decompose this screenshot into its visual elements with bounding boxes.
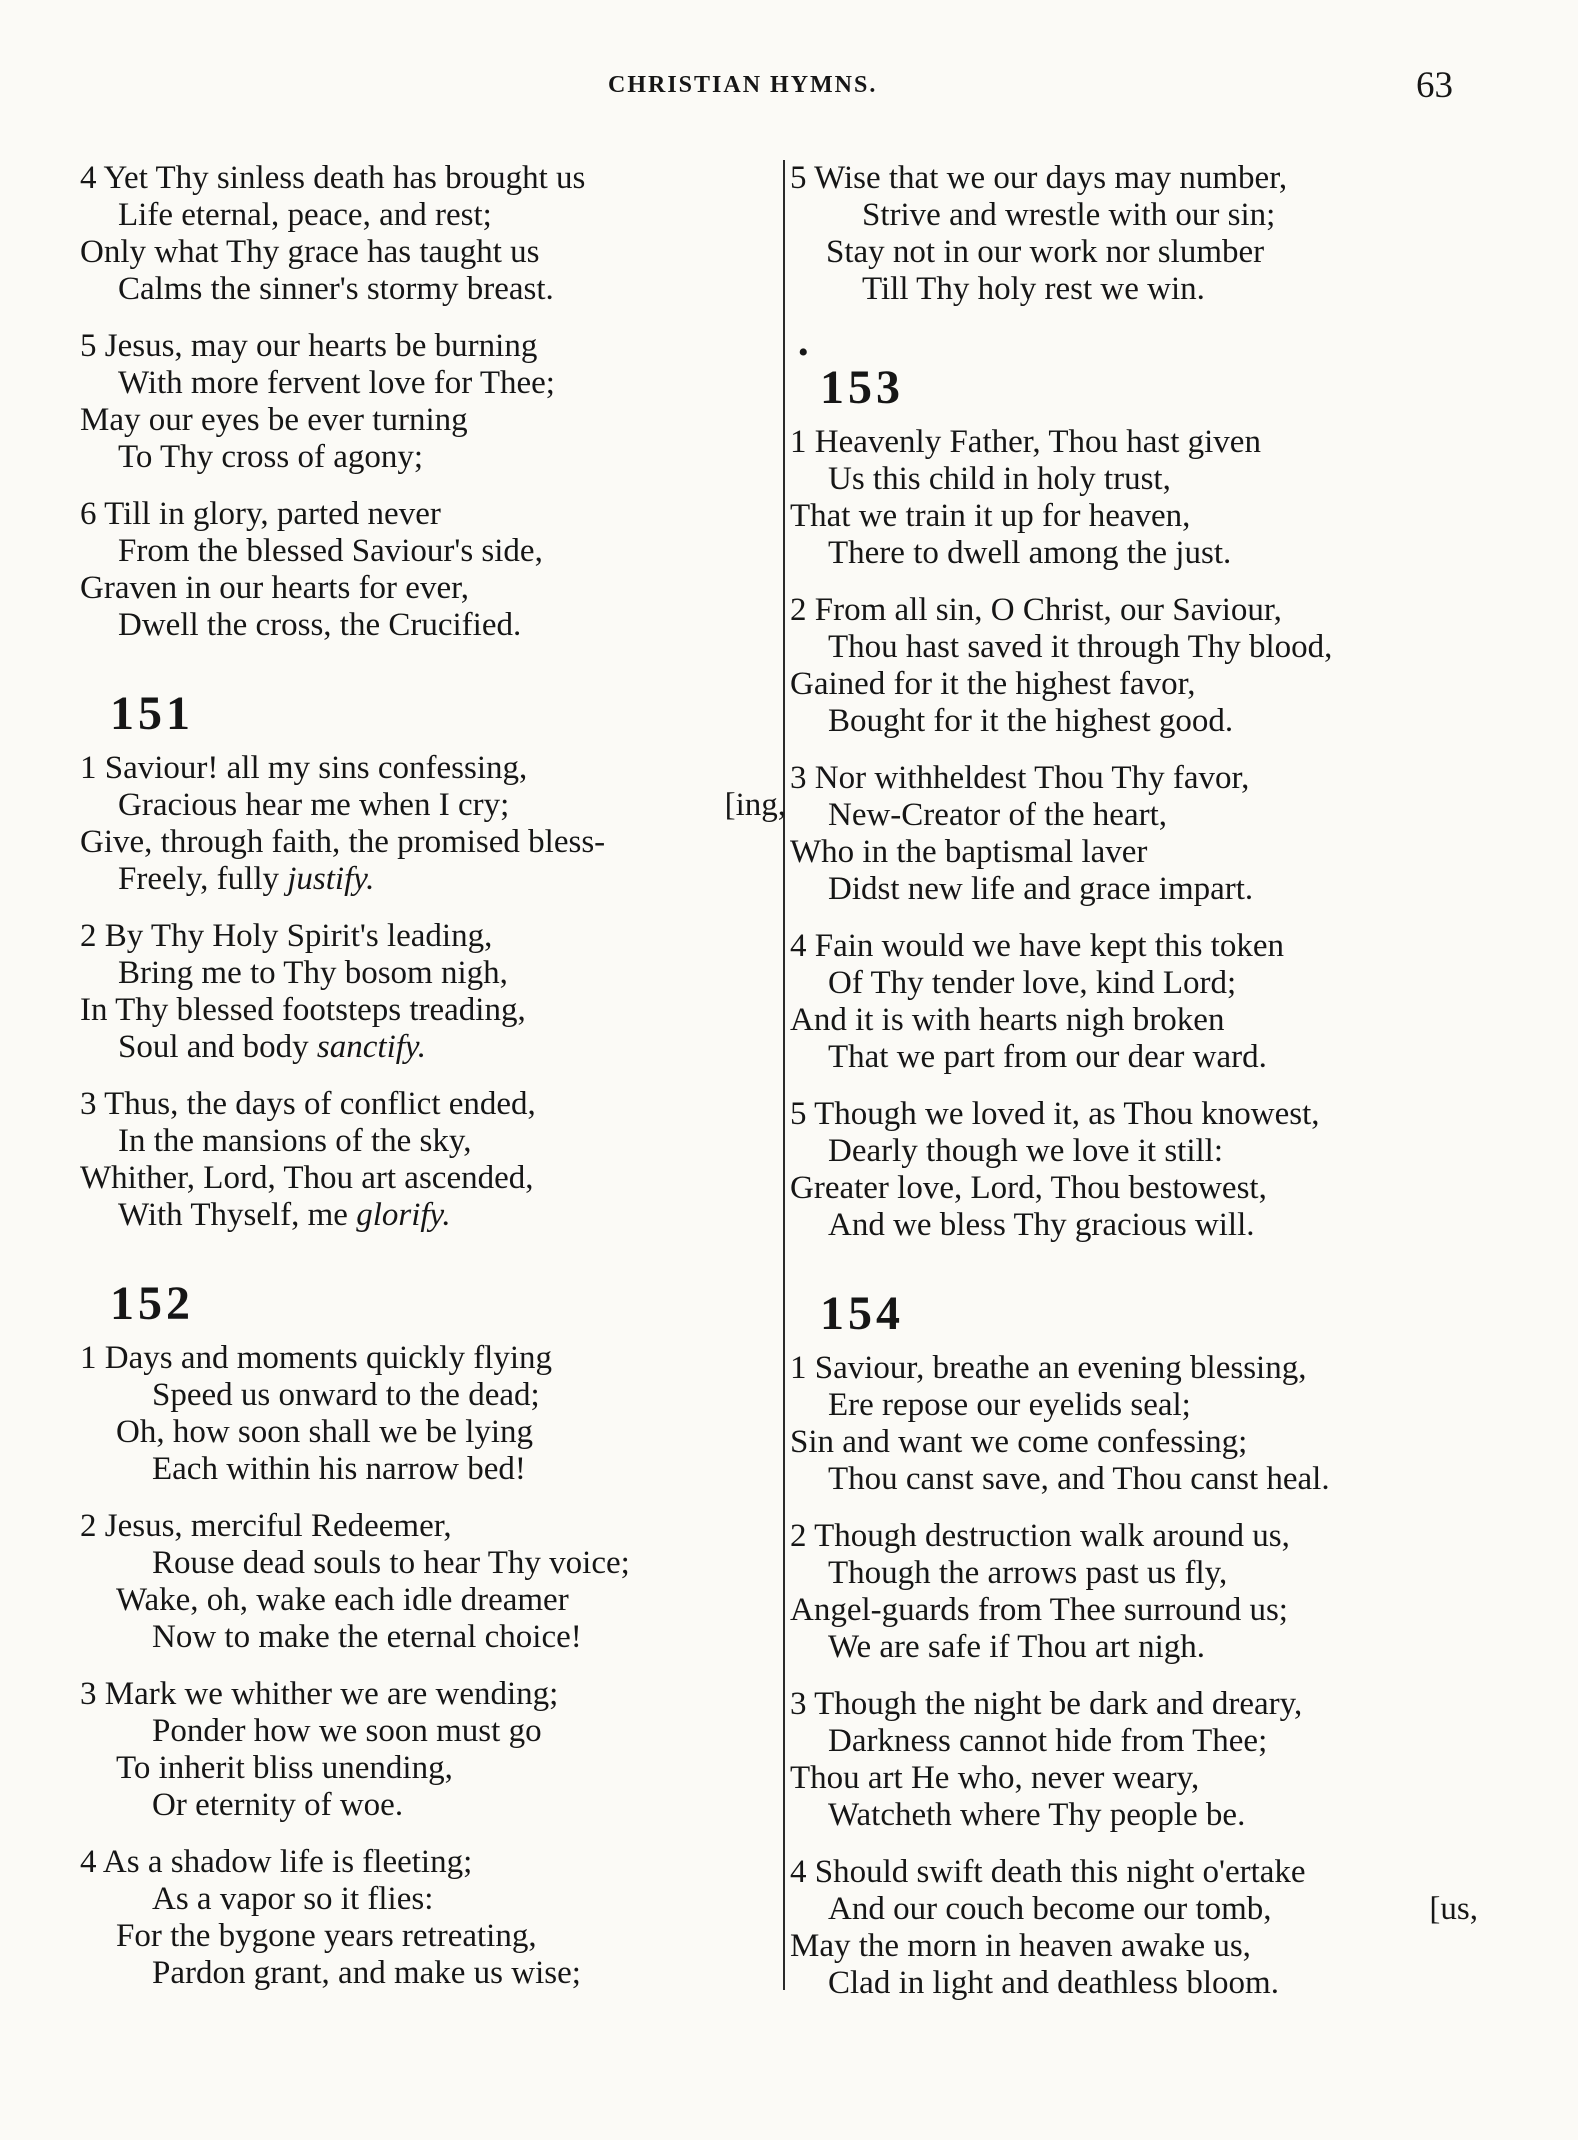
hymn-line: 2 By Thy Holy Spirit's leading, (80, 918, 493, 954)
stanza (790, 760, 1500, 908)
hymn-line: Dwell the cross, the Crucified. (118, 607, 522, 643)
hymn-line: Give, through faith, the promised bless- (80, 824, 606, 860)
hymn-line: 2 From all sin, O Christ, our Saviour, (790, 592, 1282, 628)
line-text: Soul and body (118, 1029, 317, 1065)
stanza (790, 160, 1500, 308)
hymn-line: 4 Fain would we have kept this token (790, 928, 1285, 964)
hymn-line: Thou canst save, and Thou canst heal. (828, 1461, 1330, 1497)
hymn-number: 152 (110, 1277, 194, 1330)
hymn-line: From the blessed Saviour's side, (118, 533, 543, 569)
hymn-number: 154 (820, 1287, 904, 1340)
hymn-line: Bought for it the highest good. (828, 703, 1234, 739)
hymn-line: Calms the sinner's stormy breast. (118, 271, 554, 307)
hymn-line: 1 Saviour! all my sins confessing, (80, 750, 528, 786)
hymn-number: 151 (110, 687, 194, 740)
hymn-line: Of Thy tender love, kind Lord; (828, 965, 1237, 1001)
hymn-line: Oh, how soon shall we be lying (116, 1414, 534, 1450)
stanza (790, 424, 1500, 572)
stanza (80, 328, 780, 476)
line-text: Freely, fully (118, 861, 288, 897)
hymn-line: 3 Though the night be dark and dreary, (790, 1686, 1303, 1722)
stanza (80, 1508, 780, 1656)
hymn-line: Gained for it the highest favor, (790, 666, 1196, 702)
hymn-line: To Thy cross of agony; (118, 439, 424, 475)
stanza (80, 160, 780, 308)
hymn-line: That we train it up for heaven, (790, 498, 1191, 534)
hymn-line: Ere repose our eyelids seal; (828, 1387, 1191, 1423)
hymn-line: Or eternity of woe. (152, 1787, 404, 1823)
right-column (790, 160, 1500, 2022)
column-divider (783, 160, 785, 1990)
hymn-line: 1 Days and moments quickly flying (80, 1340, 553, 1376)
stanza (790, 1350, 1500, 1498)
hymn-line: And it is with hearts nigh broken (790, 1002, 1225, 1038)
hymn-line: And our couch become our tomb, (828, 1891, 1272, 1927)
hymn-line: Graven in our hearts for ever, (80, 570, 470, 606)
hymn-line: Ponder how we soon must go (152, 1713, 542, 1749)
hymn-line: 3 Thus, the days of conflict ended, (80, 1086, 536, 1122)
runover-fragment: [us, (1429, 1891, 1478, 1927)
hymn-line: In Thy blessed footsteps treading, (80, 992, 526, 1028)
hymn-line: 1 Saviour, breathe an evening blessing, (790, 1350, 1307, 1386)
running-head (0, 65, 1578, 122)
stanza (790, 1096, 1500, 1244)
hymn-line: Dearly though we love it still: (828, 1133, 1224, 1169)
hymn-line: Wake, oh, wake each idle dreamer (116, 1582, 569, 1618)
hymn-line: 2 Though destruction walk around us, (790, 1518, 1290, 1554)
hymn-line: Clad in light and deathless bloom. (828, 1965, 1279, 2001)
hymn-line: 6 Till in glory, parted never (80, 496, 441, 532)
hymn-line: Didst new life and grace impart. (828, 871, 1254, 907)
hymn-line: 3 Nor withheldest Thou Thy favor, (790, 760, 1250, 796)
stanza (80, 750, 786, 898)
ornament-dot: • (798, 336, 809, 369)
running-title: CHRISTIAN HYMNS. (608, 72, 878, 98)
hymn-line: Watcheth where Thy people be. (828, 1797, 1246, 1833)
italic-word: sanctify. (316, 1029, 426, 1065)
hymn-line: 2 Jesus, merciful Redeemer, (80, 1508, 452, 1544)
hymn-line: Though the arrows past us fly, (828, 1555, 1228, 1591)
stanza (80, 918, 780, 1066)
hymn-line: May the morn in heaven awake us, (790, 1928, 1251, 1964)
hymn-line: 5 Though we loved it, as Thou knowest, (790, 1096, 1320, 1132)
italic-word: justify. (287, 861, 375, 897)
hymn-line: That we part from our dear ward. (828, 1039, 1267, 1075)
stanza (80, 1676, 780, 1824)
hymn-line: Only what Thy grace has taught us (80, 234, 540, 270)
hymn-line: Till Thy holy rest we win. (862, 271, 1205, 307)
hymn-line: To inherit bliss unending, (116, 1750, 453, 1786)
page-number: 63 (1416, 65, 1453, 106)
stanza (80, 1340, 780, 1488)
hymn-line: Thou art He who, never weary, (790, 1760, 1200, 1796)
hymn-line (80, 1029, 780, 1066)
stanza (790, 1686, 1500, 1834)
hymn-line: Stay not in our work nor slumber (826, 234, 1265, 270)
hymn-line: Gracious hear me when I cry; (118, 787, 510, 823)
hymn-line: New-Creator of the heart, (828, 797, 1168, 833)
hymn-line: Each within his narrow bed! (152, 1451, 526, 1487)
hymn-line: Us this child in holy trust, (828, 461, 1171, 497)
hymn-line (80, 861, 780, 898)
stanza (790, 928, 1500, 1076)
left-column (80, 160, 786, 2012)
hymn-line: Rouse dead souls to hear Thy voice; (152, 1545, 630, 1581)
stanza (790, 592, 1500, 740)
hymn-line: 4 Should swift death this night o'ertake (790, 1854, 1306, 1890)
hymn-line: We are safe if Thou art nigh. (828, 1629, 1206, 1665)
italic-word: glorify. (356, 1197, 451, 1233)
hymn-line: May our eyes be ever turning (80, 402, 468, 438)
hymn-line: As a vapor so it flies: (152, 1881, 434, 1917)
hymn-line: Pardon grant, and make us wise; (152, 1955, 581, 1991)
hymn-line: Life eternal, peace, and rest; (118, 197, 492, 233)
hymn-line: 3 Mark we whither we are wending; (80, 1676, 559, 1712)
hymn-line: For the bygone years retreating, (116, 1918, 537, 1954)
hymn-line: Strive and wrestle with our sin; (862, 197, 1276, 233)
runover-fragment: [ing, (724, 787, 786, 823)
hymn-line: Now to make the eternal choice! (152, 1619, 582, 1655)
line-text: With Thyself, me (118, 1197, 357, 1233)
hymn-line: In the mansions of the sky, (118, 1123, 472, 1159)
hymn-line: With more fervent love for Thee; (118, 365, 555, 401)
hymn-line: 5 Jesus, may our hearts be burning (80, 328, 538, 364)
hymn-line: And we bless Thy gracious will. (828, 1207, 1255, 1243)
hymn-line: There to dwell among the just. (828, 535, 1232, 571)
stanza (790, 1518, 1500, 1666)
hymn-line: 5 Wise that we our days may number, (790, 160, 1288, 196)
hymn-line: Bring me to Thy bosom nigh, (118, 955, 508, 991)
stanza (80, 496, 780, 644)
hymn-line (80, 1197, 780, 1234)
hymn-line: Greater love, Lord, Thou bestowest, (790, 1170, 1267, 1206)
hymn-line: Sin and want we come confessing; (790, 1424, 1248, 1460)
stanza (80, 1086, 780, 1234)
hymn-line: 1 Heavenly Father, Thou hast given (790, 424, 1261, 460)
hymn-line: 4 As a shadow life is fleeting; (80, 1844, 473, 1880)
stanza (80, 1844, 780, 1992)
hymn-line: Angel-guards from Thee surround us; (790, 1592, 1288, 1628)
hymn-line: Who in the baptismal laver (790, 834, 1148, 870)
hymn-line: Thou hast saved it through Thy blood, (828, 629, 1333, 665)
stanza (790, 1854, 1500, 2002)
hymn-number: 153 (820, 361, 904, 414)
hymn-line: Darkness cannot hide from Thee; (828, 1723, 1268, 1759)
hymn-line: Whither, Lord, Thou art ascended, (80, 1160, 534, 1196)
hymn-line: 4 Yet Thy sinless death has brought us (80, 160, 586, 196)
hymn-line: Speed us onward to the dead; (152, 1377, 540, 1413)
